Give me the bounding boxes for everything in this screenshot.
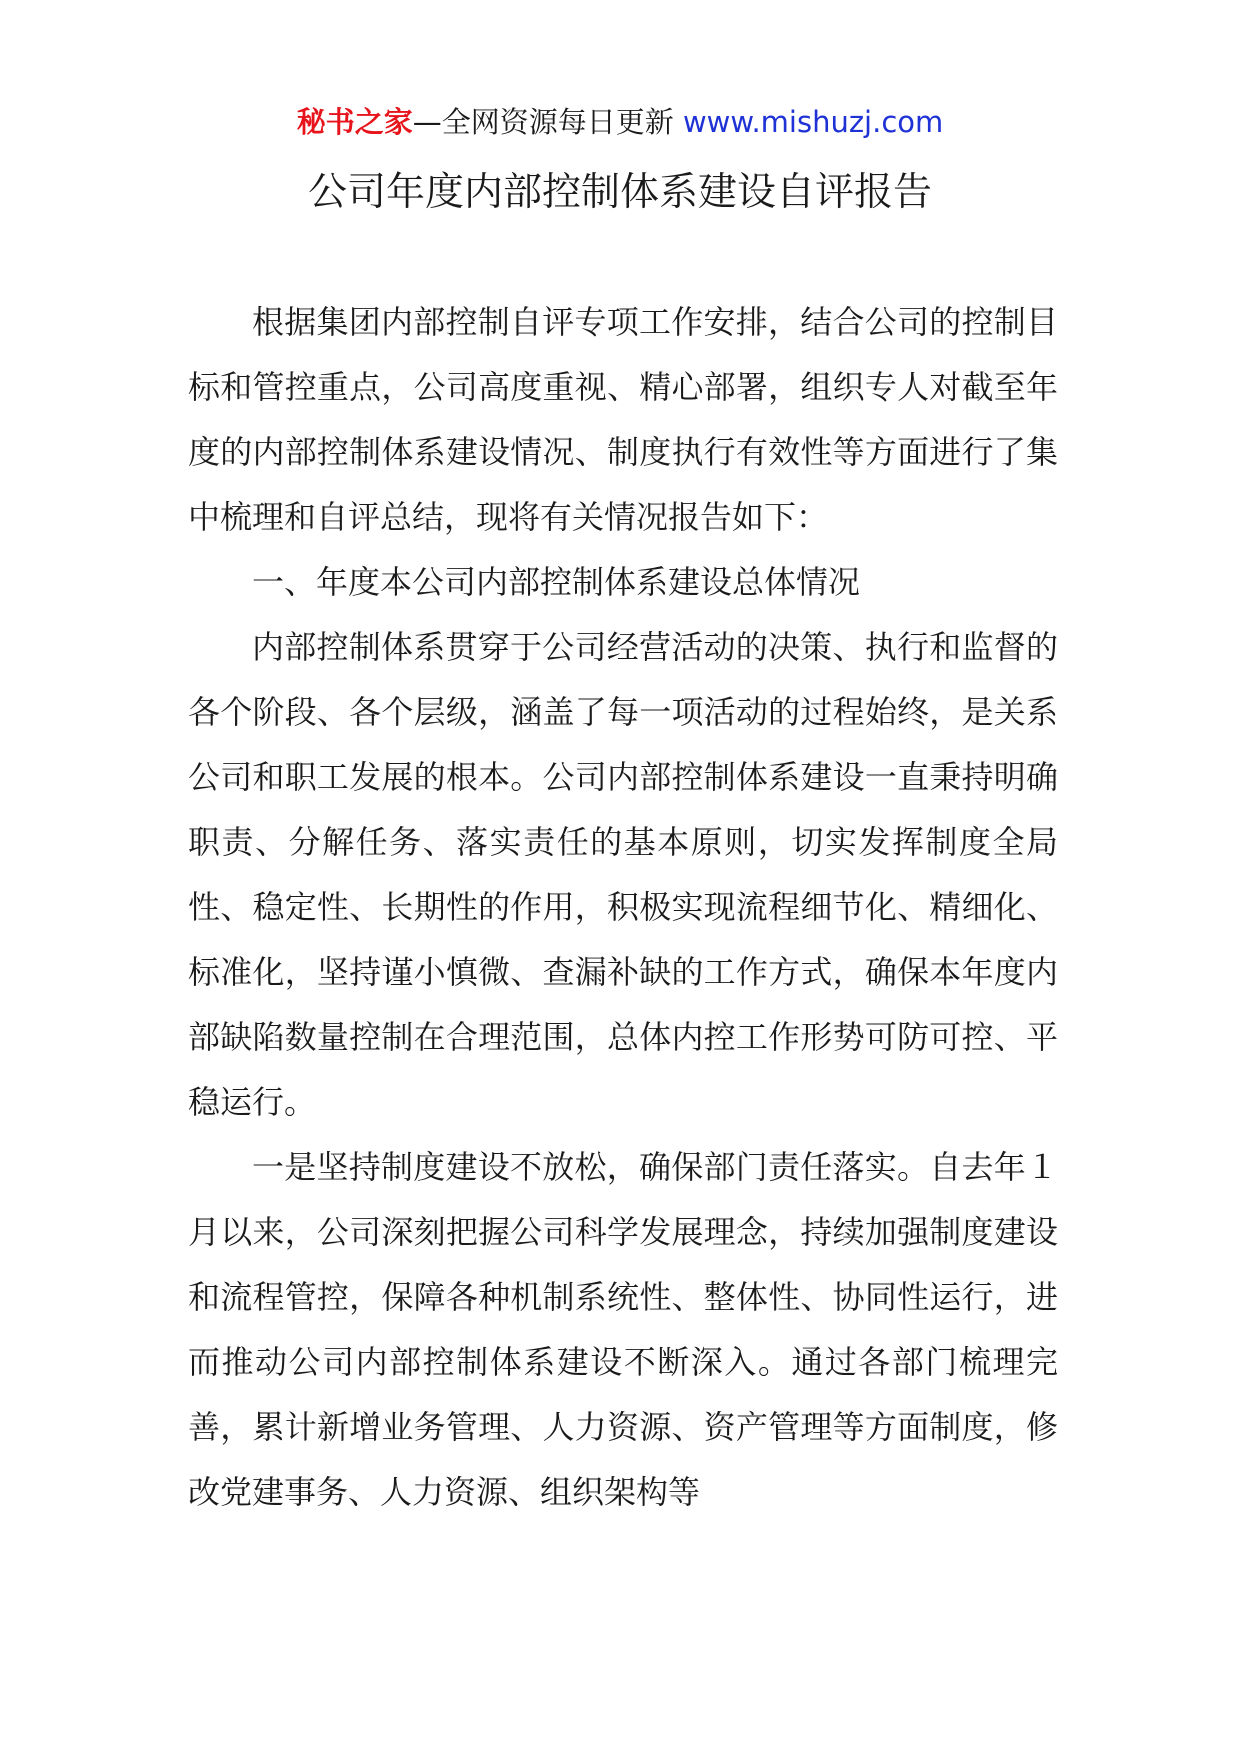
document-title: 公司年度内部控制体系建设自评报告 [307, 170, 932, 215]
site-banner [0, 102, 1240, 142]
overview-paragraph: 内部控制体系贯穿于公司经营活动的决策、执行和监督的各个阶段、各个层级，涵盖了每一项活动的过程始终，是关系公司和职工发展的根本。公司内部控制体系建设一直秉持明确职责、分解任务、落实责任的基本原则，切实发挥制度全局性、稳定性、长期性的作用，积极实现流程细节化、精细化、标准化，坚持谨小慎微、查漏补缺的工作方式，确保本年度内部缺陷数量控制在合理范围，总体内控工作形势可防可控、平稳运行。 [188, 628, 1058, 1121]
brand-name: 秘书之家 [296, 105, 413, 139]
banner-slogan: —全网资源每日更新 [412, 105, 674, 139]
point-one-paragraph: 一是坚持制度建设不放松，确保部门责任落实。自去年１月以来，公司深刻把握公司科学发展理念，持续加强制度建设和流程管控，保障各种机制系统性、整体性、协同性运行，进而推动公司内部控制体系建设不断深入。通过各部门梳理完善，累计新增业务管理、人力资源、资产管理等方面制度，修改党建事务、人力资源、组织架构等 [188, 1148, 1058, 1511]
intro-paragraph: 根据集团内部控制自评专项工作安排，结合公司的控制目标和管控重点，公司高度重视、精心部署，组织专人对截至年度的内部控制体系建设情况、制度执行有效性等方面进行了集中梳理和自评总结，现将有关情况报告如下： [188, 303, 1058, 536]
site-url-link[interactable]: www.mishuzj.com [682, 105, 944, 139]
document-body [188, 290, 1058, 1525]
section-heading-1: 一、年度本公司内部控制体系建设总体情况 [252, 563, 861, 601]
